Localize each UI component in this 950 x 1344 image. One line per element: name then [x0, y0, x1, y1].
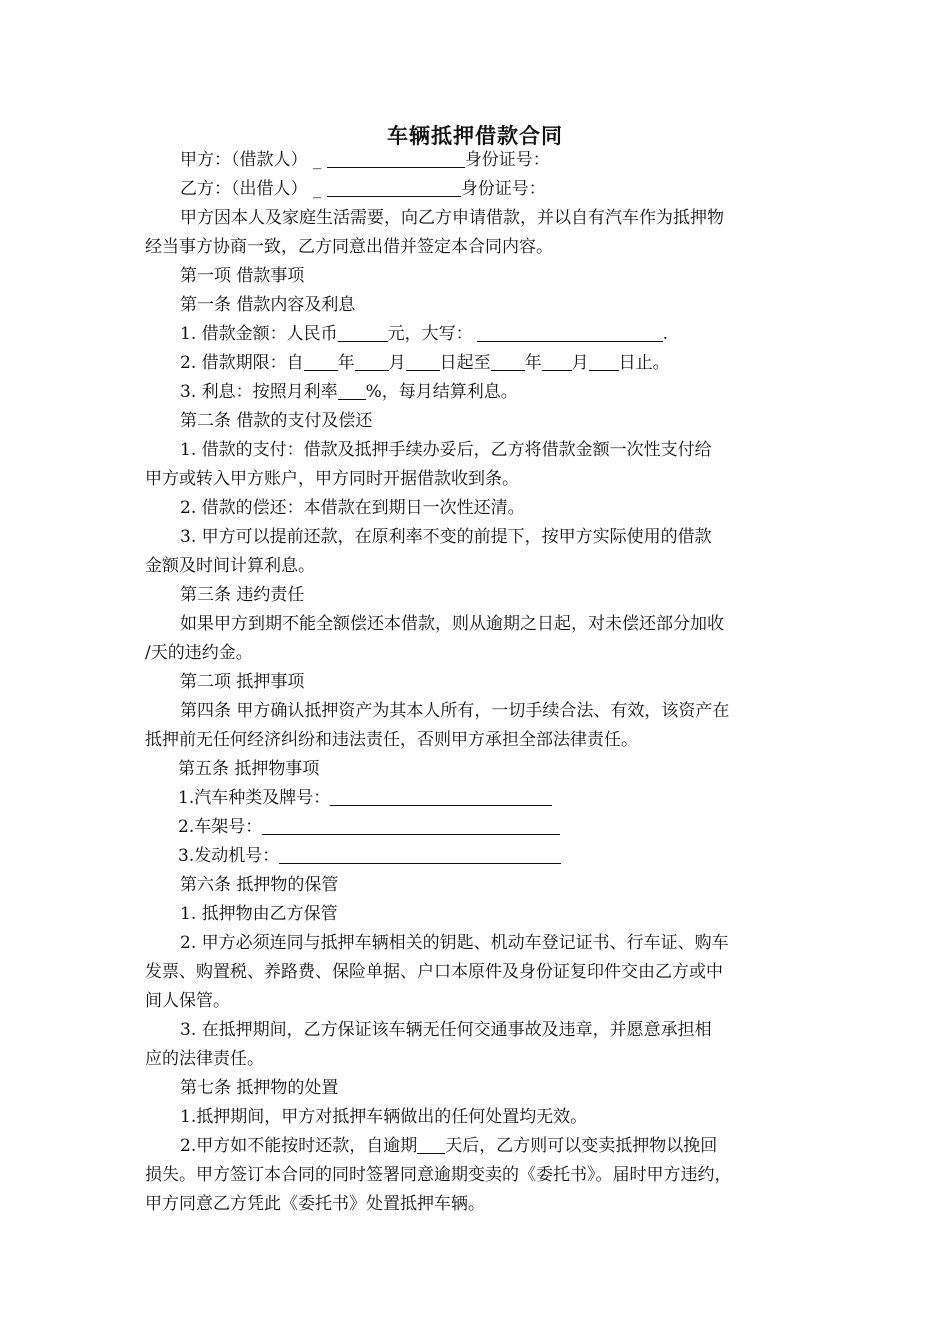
article-4-line-2: 抵押前无任何经济纠纷和违法责任，否则甲方承担全部法律责任。: [145, 730, 638, 750]
start-month-blank: [355, 352, 389, 371]
loan-amount-words-blank: [477, 323, 663, 342]
end-day-label: 日止。: [618, 353, 670, 373]
start-year-blank: [304, 352, 338, 371]
overdue-label: 2.甲方如不能按时还款，自逾期: [180, 1136, 418, 1156]
article-2-clause-3-line-2: 金额及时间计算利息。: [145, 556, 315, 576]
start-month-label: 月: [388, 353, 406, 373]
intro-line-2: 经当事方协商一致，乙方同意出借并签定本合同内容。: [145, 237, 553, 257]
end-day-blank: [589, 352, 619, 371]
article-5-clause-2: [178, 813, 818, 841]
loan-amount-end: .: [662, 324, 669, 344]
article-7-clause-2-line-3: 甲方同意乙方凭此《委托书》处置抵押车辆。: [145, 1194, 485, 1214]
article-6-clause-3-line-2: 应的法律责任。: [145, 1049, 264, 1069]
article-7-clause-1: 1.抵押期间，甲方对抵押车辆做出的任何处置均无效。: [180, 1107, 588, 1127]
party-a-line: [180, 146, 820, 174]
engine-number-blank: [279, 845, 561, 864]
interest-rate-suffix: %，每月结算利息。: [365, 382, 518, 402]
engine-number-label: 3.发动机号：: [178, 846, 280, 866]
party-b-prefix: _: [312, 179, 322, 199]
article-6-heading: 第六条 抵押物的保管: [180, 875, 339, 895]
loan-amount-label: 1. 借款金额：人民币: [180, 324, 338, 344]
article-6-clause-2-line-2: 发票、购置税、养路费、保险单据、户口本原件及身份证复印件交由乙方或中: [145, 962, 723, 982]
end-month-label: 月: [571, 353, 589, 373]
article-2-clause-2: 2. 借款的偿还：本借款在到期日一次性还清。: [180, 498, 525, 518]
article-6-clause-1: 1. 抵押物由乙方保管: [180, 904, 338, 924]
article-5-clause-1: [178, 784, 818, 812]
interest-label: 3. 利息：按照月利率: [180, 382, 338, 402]
end-year-blank: [491, 352, 525, 371]
party-a-name-blank: [327, 149, 465, 168]
article-7-clause-2-line-2: 损失。甲方签订本合同的同时签署同意逾期变卖的《委托书》。届时甲方违约，: [145, 1165, 732, 1185]
item-2-heading: 第二项 抵押事项: [180, 672, 305, 692]
party-a-id-label: 身份证号：: [464, 150, 550, 170]
overdue-days-blank: [417, 1135, 445, 1154]
vehicle-type-label: 1.汽车种类及牌号：: [178, 788, 331, 808]
article-1-clause-1: [180, 320, 820, 348]
overdue-suffix: 天后，乙方则可以变卖抵押物以挽回: [445, 1136, 718, 1156]
article-3-heading: 第三条 违约责任: [180, 585, 305, 605]
item-1-heading: 第一项 借款事项: [180, 266, 305, 286]
loan-amount-words-label: 元，大写：: [387, 324, 473, 344]
loan-amount-blank: [338, 323, 388, 342]
intro-line-1: 甲方因本人及家庭生活需要，向乙方申请借款，并以自有汽车作为抵押物: [180, 208, 724, 228]
article-3-line-2: /天的违约金。: [145, 643, 253, 663]
article-7-heading: 第七条 抵押物的处置: [180, 1078, 339, 1098]
article-5-clause-3: [178, 842, 818, 870]
end-month-blank: [542, 352, 572, 371]
loan-term-label: 2. 借款期限：自: [180, 353, 304, 373]
article-2-clause-3-line-1: 3. 甲方可以提前还款，在原利率不变的前提下，按甲方实际使用的借款: [180, 527, 712, 547]
frame-number-blank: [262, 816, 560, 835]
party-a-label: 甲方：（借款人）: [180, 150, 308, 170]
article-7-clause-2-line-1: [180, 1132, 820, 1160]
start-year-label: 年: [337, 353, 355, 373]
article-4-line-1: 第四条 甲方确认抵押资产为其本人所有，一切手续合法、有效，该资产在: [180, 701, 730, 721]
start-day-blank: [406, 352, 440, 371]
party-b-label: 乙方：（出借人）: [180, 179, 308, 199]
article-2-heading: 第二条 借款的支付及偿还: [180, 411, 373, 431]
end-year-label: 年: [524, 353, 542, 373]
article-5-heading: 第五条 抵押物事项: [178, 759, 320, 779]
article-2-clause-1-line-1: 1. 借款的支付：借款及抵押手续办妥后，乙方将借款金额一次性支付给: [180, 440, 712, 460]
start-day-label: 日起至: [439, 353, 491, 373]
article-1-clause-3: [180, 378, 820, 406]
article-3-line-1: 如果甲方到期不能全额偿还本借款，则从逾期之日起，对未偿还部分加收: [180, 614, 724, 634]
article-6-clause-2-line-3: 间人保管。: [145, 991, 230, 1011]
article-1-clause-2: [180, 349, 820, 377]
party-b-name-blank: [327, 178, 461, 197]
article-2-clause-1-line-2: 甲方或转入甲方账户，甲方同时开据借款收到条。: [145, 469, 519, 489]
article-1-heading: 第一条 借款内容及利息: [180, 295, 356, 315]
document-title: 车辆抵押借款合同: [387, 124, 563, 148]
interest-rate-blank: [338, 381, 366, 400]
party-a-prefix: _: [312, 150, 322, 170]
frame-number-label: 2.车架号：: [178, 817, 263, 837]
vehicle-type-blank: [330, 787, 552, 806]
article-6-clause-2-line-1: 2. 甲方必须连同与抵押车辆相关的钥匙、机动车登记证书、行车证、购车: [180, 933, 729, 953]
party-b-line: [180, 175, 820, 203]
article-6-clause-3-line-1: 3. 在抵押期间，乙方保证该车辆无任何交通事故及违章，并愿意承担相: [180, 1020, 712, 1040]
party-b-id-label: 身份证号：: [460, 179, 546, 199]
